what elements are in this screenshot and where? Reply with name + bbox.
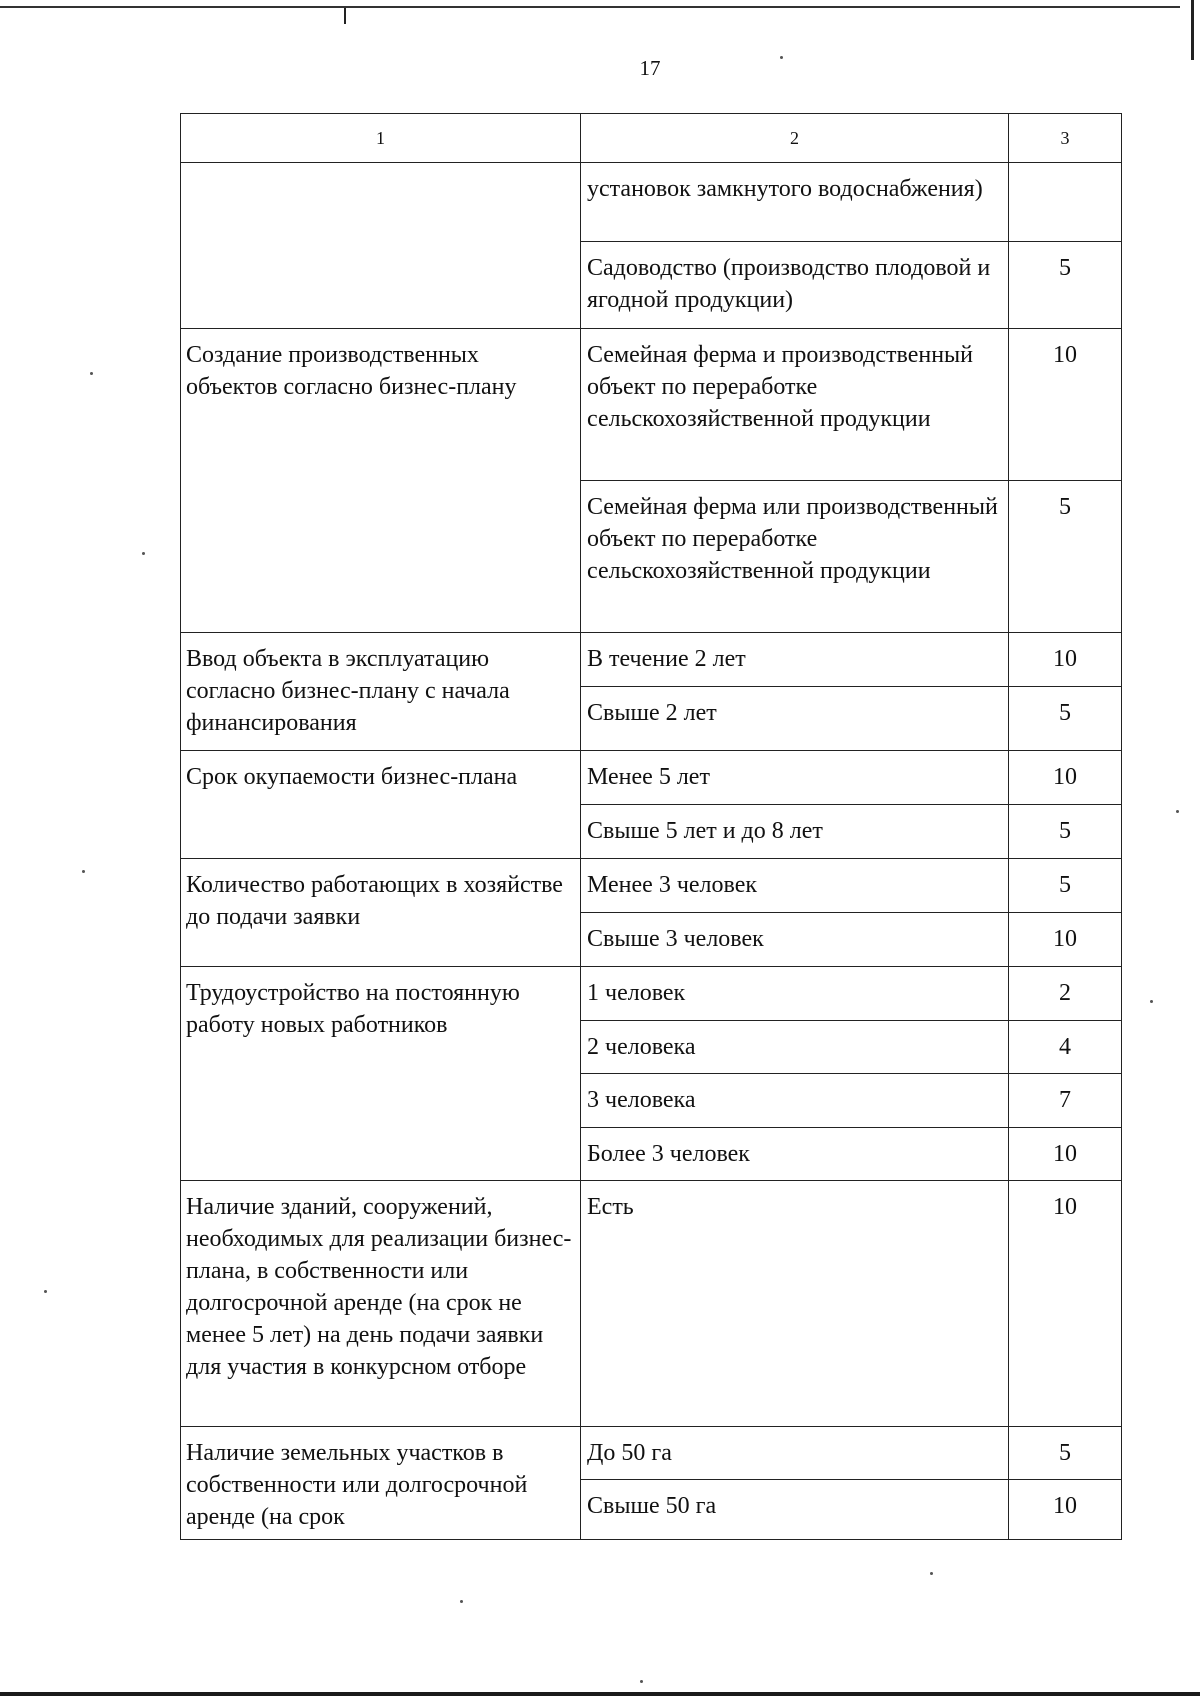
scan-speck (640, 1680, 643, 1683)
scan-speck (142, 552, 145, 555)
table-header-row (181, 114, 1122, 163)
header-col-1: 1 (181, 114, 581, 163)
scan-speck (90, 372, 93, 375)
option-cell: Садоводство (производство плодовой и ягодной продукции) (581, 242, 1009, 329)
score-cell: 10 (1009, 913, 1122, 967)
option-cell: До 50 га (581, 1427, 1009, 1480)
scan-tick-mark (344, 8, 346, 24)
option-cell: Менее 3 человек (581, 859, 1009, 913)
score-cell: 10 (1009, 751, 1122, 805)
table-row (181, 751, 1122, 805)
criterion-cell: Количество работающих в хозяйстве до подачи заявки (181, 859, 581, 967)
option-cell: установок замкнутого водоснабжения) (581, 163, 1009, 242)
table-row (181, 163, 1122, 242)
option-cell: Менее 5 лет (581, 751, 1009, 805)
score-cell: 5 (1009, 242, 1122, 329)
option-cell: 3 человека (581, 1074, 1009, 1128)
option-cell: Свыше 3 человек (581, 913, 1009, 967)
scan-speck (780, 56, 783, 59)
scan-speck (930, 1572, 933, 1575)
page-number: 17 (639, 56, 661, 80)
scan-bottom-border (0, 1692, 1200, 1696)
option-cell: В течение 2 лет (581, 633, 1009, 687)
score-cell: 5 (1009, 859, 1122, 913)
table-row (181, 1181, 1122, 1427)
criterion-cell: Наличие зданий, сооружений, необходимых для реализации бизнес-плана, в собственности или долгосрочной аренде (на срок не менее 5 лет) на день подачи заявки для участия в конкурсном отборе (181, 1181, 581, 1427)
scan-speck (1150, 1000, 1153, 1003)
scan-top-border (0, 0, 1180, 8)
scan-speck (44, 1290, 47, 1293)
option-cell: Свыше 5 лет и до 8 лет (581, 805, 1009, 859)
score-cell: 5 (1009, 687, 1122, 751)
table-row (181, 967, 1122, 1021)
table-row (181, 1427, 1122, 1480)
option-cell: Семейная ферма и производственный объект по переработке сельскохозяйственной продукции (581, 329, 1009, 481)
score-cell: 10 (1009, 1480, 1122, 1540)
scan-right-border (1191, 0, 1194, 60)
criterion-cell: Наличие земельных участков в собственности или долгосрочной аренде (на срок (181, 1427, 581, 1540)
score-cell: 10 (1009, 633, 1122, 687)
score-cell: 7 (1009, 1074, 1122, 1128)
option-cell: Семейная ферма или производственный объект по переработке сельскохозяйственной продукции (581, 481, 1009, 633)
option-cell: 2 человека (581, 1021, 1009, 1074)
score-cell: 10 (1009, 1128, 1122, 1181)
header-col-2: 2 (581, 114, 1009, 163)
scan-speck (82, 870, 85, 873)
score-cell: 5 (1009, 481, 1122, 633)
header-col-3: 3 (1009, 114, 1122, 163)
table-row (181, 633, 1122, 687)
scan-speck (460, 1600, 463, 1603)
criterion-cell: Создание производственных объектов согласно бизнес-плану (181, 329, 581, 633)
score-cell: 10 (1009, 1181, 1122, 1427)
score-cell (1009, 163, 1122, 242)
scan-speck (1176, 810, 1179, 813)
scoring-table (180, 113, 1122, 1540)
option-cell: 1 человек (581, 967, 1009, 1021)
score-cell: 10 (1009, 329, 1122, 481)
table-row (181, 329, 1122, 481)
score-cell: 5 (1009, 1427, 1122, 1480)
score-cell: 4 (1009, 1021, 1122, 1074)
criterion-cell: Трудоустройство на постоянную работу новых работников (181, 967, 581, 1181)
option-cell: Свыше 50 га (581, 1480, 1009, 1540)
option-cell: Свыше 2 лет (581, 687, 1009, 751)
criterion-cell: Срок окупаемости бизнес-плана (181, 751, 581, 859)
option-cell: Более 3 человек (581, 1128, 1009, 1181)
option-cell: Есть (581, 1181, 1009, 1427)
score-cell: 5 (1009, 805, 1122, 859)
table-row (181, 859, 1122, 913)
score-cell: 2 (1009, 967, 1122, 1021)
criterion-cell: Ввод объекта в эксплуатацию согласно бизнес-плану с начала финансирования (181, 633, 581, 751)
criterion-cell (181, 163, 581, 329)
